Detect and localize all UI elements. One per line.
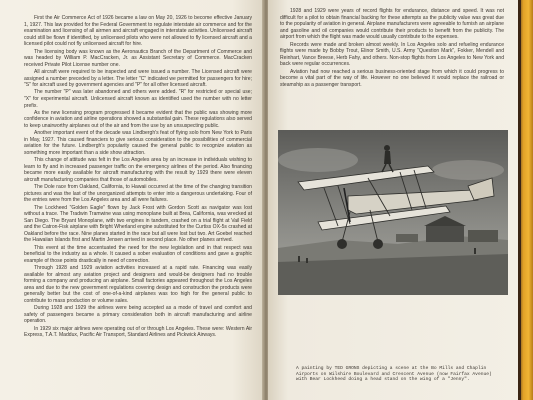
paragraph: All aircraft were required to be inspected and were issued a number. The Licensed aircraft were assigned a number preceded by a letter. The letter "C" indicated we permitted for passengers for hire; "S" for aircraft used by government agencies and "P" for all other licensed aircraft. xyxy=(24,68,252,89)
paragraph: As the new licensing program progressed it became evident that the public was showing more confidence in aviation and airline operations showed a substantial gain. These regulations also served to keep unairworthy airplanes out of the air and from the use by an unsuspecting public. xyxy=(24,109,252,129)
paragraph: This change of attitude was felt in the Los Angeles area by an increase in individuals wishing to learn to fly and in increased passenger traffic on the emergency airlines of the period. Also financing became more easily available for aircraft manufacturing with the result by 1929 there were eleven aircraft manufacturing companies that those of automobiles. xyxy=(24,157,252,183)
paragraph: The Dole race from Oakland, California, to Hawaii occurred at the time of the changing transition pictures and was the last of the unorganized attempts to enter into a dangerous undertaking. Four of the entries were from the Los Angeles area and all were failures. xyxy=(24,184,252,204)
paragraph: The licensing body was known as the Aeronautics Branch of the Department of Commerce and was headed by William P. MacCracken, Jr. as Assistant Secretary of Commerce. MacCracken received Private Pilot License number one. xyxy=(24,48,252,68)
paragraph: 1928 and 1929 were years of record flights for endurance, distance and speed. It was not difficult for a pilot to obtain financial backing for these attempts as the publicity value was great due to the popularity of aviation in general. Airplane manufacturers were agreeable to furnish an airplane and gasoline and oil companies would contribute their products to benefit from the publicity. The airport from which the flight was made would usually contribute to the expenses. xyxy=(280,8,504,41)
biplane-painting-image xyxy=(278,130,508,295)
left-page-text xyxy=(24,15,252,340)
paragraph: During 1928 and 1929 the airlines were being accepted as a mode of travel and comfort and safety of passengers became a primary consideration both in aircraft manufacturing and airline operation. xyxy=(24,305,252,325)
painting-caption: A painting by TED GRONS depicting a scene at the Bo Mills and Chaplin Airports on Wilshire Boulevard and Crescent Avenue (now Fairfax Avenue) with Bear Lockheed doing a head stand on the wing of a "Jenny". xyxy=(296,366,492,383)
left-page xyxy=(0,0,264,400)
paragraph: This event at the time accentuated the need for the new legislation and in that respect was beneficial to the industry as a whole. It caused a sober evaluation of conditions and gave a graphic example of those points drastically in need of correction. xyxy=(24,244,252,264)
paragraph: The number "P" was later abandoned and others were added. "R" for restricted or special use; "X" for experimental aircraft. Unlicensed aircraft known as identified used the number with no letter prefix. xyxy=(24,89,252,109)
paragraph: First the Air Commerce Act of 1926 became a law on May 20, 1926 to become effective January 1, 1927. This law provided for the Federal Government to regulate interstate air commerce and for the examination and licensing of all airmen and aircraft engaged in interstate activities. Unlicensed aircraft could still be flown if identified, by unlicensed pilots who were not allowed to fly licensed aircraft and a licensed pilot could not fly unlicensed aircraft for hire. xyxy=(24,15,252,48)
paragraph: The Lockheed "Golden Eagle" flown by Jack Frost with Gordon Scott as navigator was lost without a trace. The Tradwin Tramwine was using monoplane built at Brea, California, was wrecked at San Diego. The Bryant Monoplane, with two engines in tandem, crashed on a trial flight at Vail Field and the Catron-Fisk airplane with Bright Wherland engine substituted for the Curtiss OX-5s crashed at Oakland before the race. Nine planes started in the race but all were lost but two. Art Goebel reached the Hawaiian Islands first and Martin Jensen arrived in second place. No other planes arrived. xyxy=(24,204,252,244)
paragraph: Aviation had now reached a serious business-oriented stage from which it could progress to become a vital part of the way of life. However no one believed it would replace the railroad or steamship as a passenger transport. xyxy=(280,68,504,88)
paragraph: In 1929 six major airlines were operating out of or through Los Angeles. These were: Western Air Express, T.A.T. Maddux, Pacific Air Transport, Standard Airlines and Pickwick Airways. xyxy=(24,325,252,339)
paragraph: Records were made and broken almost weekly. In Los Angeles solo and refueling endurance flights were made by Bobby Trout, Elinor Smith, U.S. Army "Question Mark", Fokker, Mendell and Reinhart, Vance Breese, Herb Fahy, and others. Non-stop flights from Los Angeles to New York and back were regular occurrences. xyxy=(280,41,504,68)
paragraph: Another important event of the decade was Lindbergh's feat of flying solo from New York to Paris in May, 1927. This caused financiers to give serious consideration to the possibilities of commercial aviation for the future. Lindbergh's popularity caused the general public to recognize aviation as something more important than a side show attraction. xyxy=(24,130,252,156)
painting-illustration xyxy=(278,130,508,295)
right-page xyxy=(268,0,518,400)
book-edge xyxy=(518,0,533,400)
paragraph: Through 1928 and 1929 aviation activities increased at a rapid rate. Financing was easily available for almost any aviation project and designers and would-be designers had no trouble forming a company and producing an airplane. Small factories appeared throughout the Los Angeles area and due to the new government regulations covering design and construction the products were generally better but the cost of one-of-a-kind airplanes was too high for the general public to contribute to mass production or volume sales. xyxy=(24,265,252,304)
right-page-text xyxy=(280,8,504,89)
